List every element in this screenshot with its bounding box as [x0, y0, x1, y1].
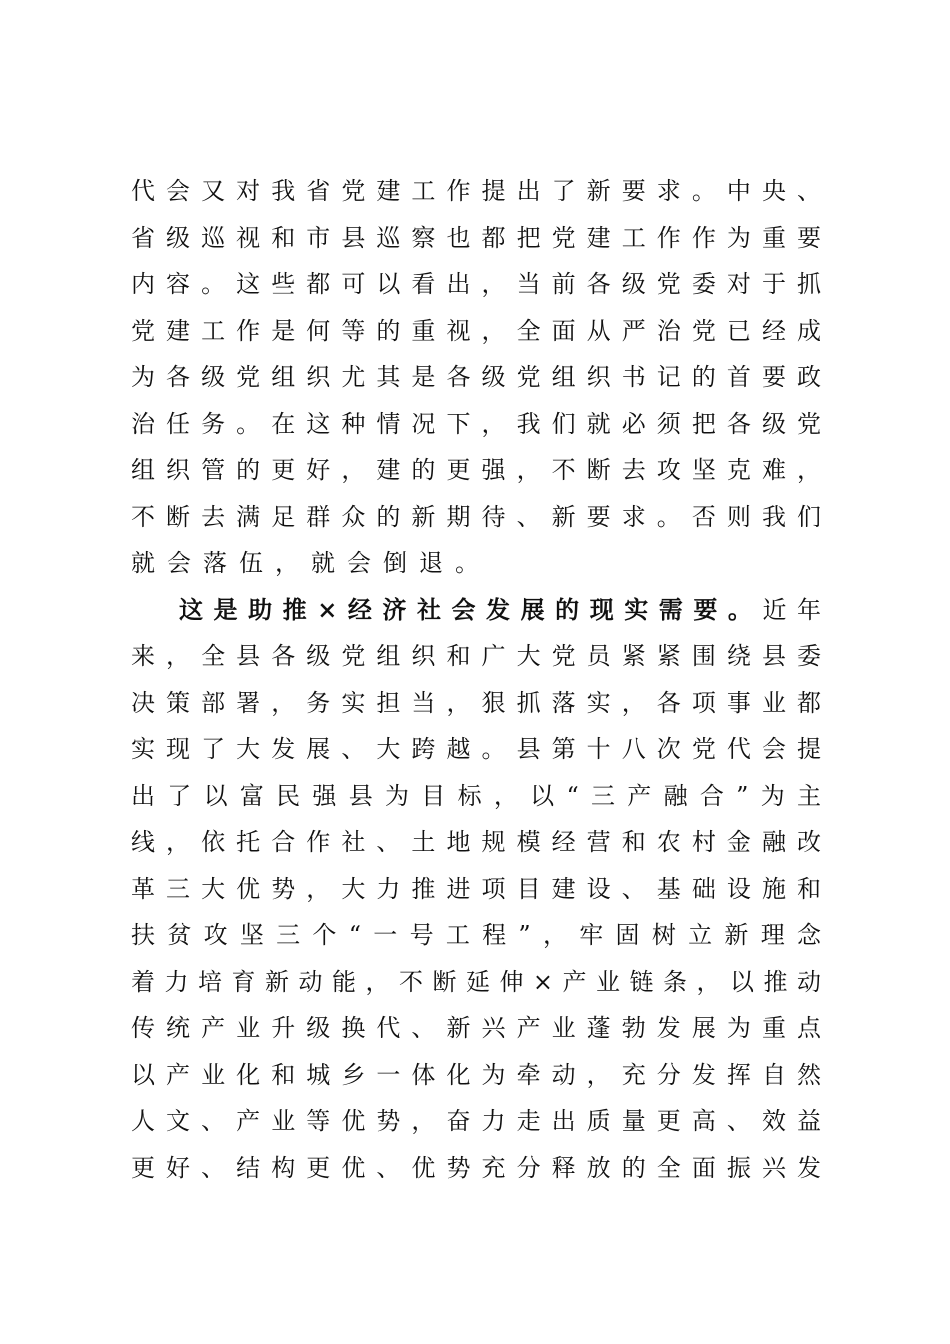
paragraph-2-line-2: 来，全县各级党组织和广大党员紧紧围绕县委	[131, 642, 821, 670]
paragraph-2-line-5: 出了以富民强县为目标，以“三产融合”为主	[131, 781, 821, 810]
paragraph-2-line-6: 线，依托合作社、土地规模经营和农村金融改	[131, 828, 821, 856]
body-text	[131, 168, 821, 1191]
paragraph-1-line-7: 组织管的更好，建的更强，不断去攻坚克难，	[131, 456, 821, 484]
paragraph-2-heading: 这是助推×经济社会发展的现实需要。	[179, 594, 763, 624]
paragraph-2-line-8: 扶贫攻坚三个“一号工程”，牢固树立新理念	[131, 921, 821, 949]
paragraph-1-line-9: 就会落伍，就会倒退。	[131, 549, 491, 577]
paragraph-1-line-5: 为各级党组织尤其是各级党组织书记的首要政	[131, 363, 821, 391]
paragraph-2-line-9: 着力培育新动能，不断延伸×产业链条，以推动	[131, 967, 821, 996]
paragraph-2-line-12: 人文、产业等优势，奋力走出质量更高、效益	[131, 1107, 821, 1135]
paragraph-1-line-6: 治任务。在这种情况下，我们就必须把各级党	[131, 409, 821, 438]
paragraph-2-line-3: 决策部署，务实担当，狠抓落实，各项事业都	[131, 688, 821, 717]
paragraph-1-line-3: 内容。这些都可以看出，当前各级党委对于抓	[131, 270, 821, 298]
paragraph-2-line-7: 革三大优势，大力推进项目建设、基础设施和	[131, 874, 821, 903]
paragraph-2-line-1-rest: 近年	[762, 595, 822, 624]
paragraph-2-line-4: 实现了大发展、大跨越。县第十八次党代会提	[131, 735, 821, 763]
paragraph-2-line-13: 更好、结构更优、优势充分释放的全面振兴发	[131, 1153, 821, 1182]
paragraph-1-line-8: 不断去满足群众的新期待、新要求。否则我们	[131, 502, 821, 531]
paragraph-2-line-1	[131, 587, 821, 634]
paragraph-2-line-11: 以产业化和城乡一体化为牵动，充分发挥自然	[131, 1060, 821, 1089]
paragraph-2-line-10: 传统产业升级换代、新兴产业蓬勃发展为重点	[131, 1014, 821, 1042]
paragraph-1-line-4: 党建工作是何等的重视，全面从严治党已经成	[131, 316, 821, 345]
paragraph-1-line-1: 代会又对我省党建工作提出了新要求。中央、	[131, 177, 821, 205]
paragraph-1-line-2: 省级巡视和市县巡察也都把党建工作作为重要	[131, 223, 821, 252]
